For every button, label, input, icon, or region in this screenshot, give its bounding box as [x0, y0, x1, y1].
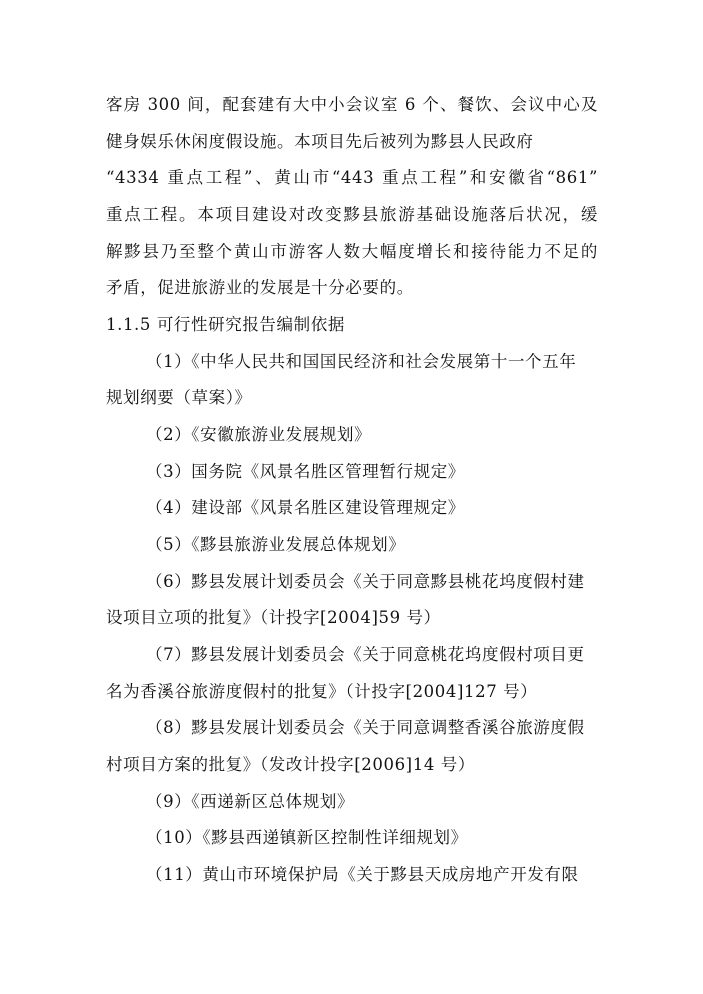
list-item-7-line-2: 名为香溪谷旅游度假村的批复》（计投字[2004]127 号） — [106, 682, 538, 701]
list-item-8-line-1: （8）黟县发展计划委员会《关于同意调整香溪谷旅游度假 — [146, 718, 585, 737]
intro-line-3: “4334 重点工程”、黄山市“443 重点工程”和安徽省“861” — [106, 168, 598, 187]
list-item-6-line-1: （6）黟县发展计划委员会《关于同意黟县桃花坞度假村建 — [146, 572, 585, 591]
list-item-10: （10）《黟县西递镇新区控制性详细规划》 — [146, 828, 468, 847]
list-item-7-line-1: （7）黟县发展计划委员会《关于同意桃花坞度假村项目更 — [146, 645, 585, 664]
list-item-1-line-2: 规划纲要（草案）》 — [106, 388, 252, 407]
list-item-1-line-1: （1）《中华人民共和国国民经济和社会发展第十一个五年 — [146, 352, 577, 371]
list-item-5: （5）《黟县旅游业发展总体规划》 — [146, 535, 406, 554]
list-item-8-line-2: 村项目方案的批复》（发改计投字[2006]14 号） — [106, 755, 475, 774]
list-item-9: （9）《西递新区总体规划》 — [146, 792, 355, 811]
intro-line-1: 客房 300 间，配套建有大中小会议室 6 个、餐饮、会议中心及 — [106, 95, 598, 114]
intro-line-4: 重点工程。本项目建设对改变黟县旅游基础设施落后状况，缓 — [106, 205, 598, 224]
intro-line-5: 解黟县乃至整个黄山市游客人数大幅度增长和接待能力不足的 — [106, 242, 598, 261]
section-heading: 1.1.5 可行性研究报告编制依据 — [106, 315, 345, 334]
intro-line-6: 矛盾，促进旅游业的发展是十分必要的。 — [106, 278, 414, 297]
list-item-11: （11）黄山市环境保护局《关于黟县天成房地产开发有限 — [146, 865, 579, 884]
list-item-3: （3）国务院《风景名胜区管理暂行规定》 — [146, 462, 465, 481]
list-item-6-line-2: 设项目立项的批复》（计投字[2004]59 号） — [106, 608, 441, 627]
intro-line-2: 健身娱乐休闲度假设施。本项目先后被列为黟县人民政府 — [106, 132, 534, 151]
list-item-2: （2）《安徽旅游业发展规划》 — [146, 425, 372, 444]
list-item-4: （4）建设部《风景名胜区建设管理规定》 — [146, 498, 465, 517]
